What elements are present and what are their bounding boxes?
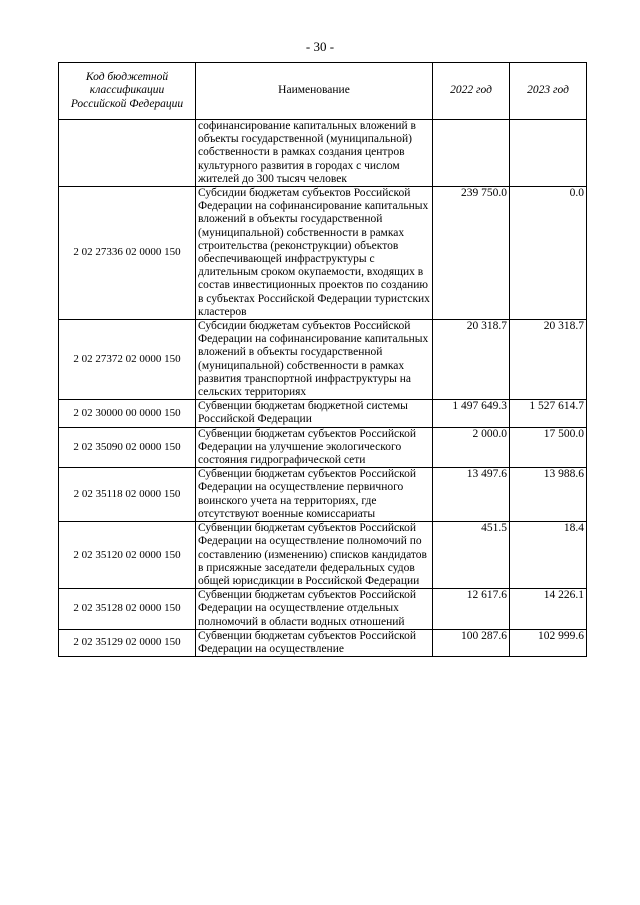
value-2022-cell: 1 497 649.3	[433, 400, 510, 427]
header-code: Код бюджетной классификации Российской Федерации	[59, 63, 196, 120]
value-2023-cell: 20 318.7	[510, 320, 587, 400]
code-cell: 2 02 35118 02 0000 150	[59, 468, 196, 522]
table-row	[59, 522, 587, 589]
header-year-2023: 2023 год	[510, 63, 587, 120]
value-2023-cell: 18.4	[510, 522, 587, 589]
value-2023-cell: 0.0	[510, 187, 587, 320]
value-2022-cell: 20 318.7	[433, 320, 510, 400]
name-cell: Субвенции бюджетам субъектов Российской Федерации на осуществление полномочий по составлению (изменению) списков кандидатов в присяжные заседатели федеральных судов общей юрисдикции в Российской Федерации	[196, 522, 433, 589]
name-cell: Субвенции бюджетам субъектов Российской Федерации на осуществление	[196, 629, 433, 656]
header-name: Наименование	[196, 63, 433, 120]
name-cell: Субвенции бюджетам субъектов Российской Федерации на осуществление отдельных полномочий в области водных отношений	[196, 589, 433, 630]
code-cell: 2 02 27336 02 0000 150	[59, 187, 196, 320]
table-row	[59, 589, 587, 630]
value-2022-cell: 13 497.6	[433, 468, 510, 522]
value-2022-cell: 451.5	[433, 522, 510, 589]
value-2023-cell: 14 226.1	[510, 589, 587, 630]
code-cell: 2 02 30000 00 0000 150	[59, 400, 196, 427]
table-row	[59, 427, 587, 468]
table-row	[59, 187, 587, 320]
value-2022-cell: 100 287.6	[433, 629, 510, 656]
table-row	[59, 629, 587, 656]
name-cell: Субсидии бюджетам субъектов Российской Федерации на софинансирование капитальных вложений в объекты государственной (муниципальной) собственности в рамках строительства (реконструкции) объектов обеспечивающей инфраструктуры с длительным сроком окупаемости, входящих в состав инвестиционных проектов по созданию в субъектах Российской Федерации туристских кластеров	[196, 187, 433, 320]
code-cell	[59, 120, 196, 187]
value-2023-cell	[510, 120, 587, 187]
value-2023-cell: 1 527 614.7	[510, 400, 587, 427]
name-cell: Субвенции бюджетам субъектов Российской Федерации на осуществление первичного воинского учета на территориях, где отсутствуют военные комиссариаты	[196, 468, 433, 522]
code-cell: 2 02 35120 02 0000 150	[59, 522, 196, 589]
table-row	[59, 320, 587, 400]
code-cell: 2 02 27372 02 0000 150	[59, 320, 196, 400]
budget-table	[58, 62, 587, 657]
table-row	[59, 468, 587, 522]
value-2023-cell: 102 999.6	[510, 629, 587, 656]
value-2022-cell: 12 617.6	[433, 589, 510, 630]
page-number: - 30 -	[305, 39, 335, 54]
value-2022-cell	[433, 120, 510, 187]
table-row	[59, 120, 587, 187]
name-cell: Субвенции бюджетам субъектов Российской Федерации на улучшение экологического состояния гидрографической сети	[196, 427, 433, 468]
name-cell: софинансирование капитальных вложений в объекты государственной (муниципальной) собственности в рамках создания центров культурного развития в городах с числом жителей до 300 тысяч человек	[196, 120, 433, 187]
header-row	[59, 63, 587, 120]
code-cell: 2 02 35128 02 0000 150	[59, 589, 196, 630]
code-cell: 2 02 35129 02 0000 150	[59, 629, 196, 656]
value-2023-cell: 17 500.0	[510, 427, 587, 468]
table-row	[59, 400, 587, 427]
value-2023-cell: 13 988.6	[510, 468, 587, 522]
value-2022-cell: 239 750.0	[433, 187, 510, 320]
name-cell: Субвенции бюджетам бюджетной системы Российской Федерации	[196, 400, 433, 427]
code-cell: 2 02 35090 02 0000 150	[59, 427, 196, 468]
value-2022-cell: 2 000.0	[433, 427, 510, 468]
header-year-2022: 2022 год	[433, 63, 510, 120]
name-cell: Субсидии бюджетам субъектов Российской Федерации на софинансирование капитальных вложений в объекты государственной (муниципальной) собственности в рамках развития транспортной инфраструктуры на сельских территориях	[196, 320, 433, 400]
